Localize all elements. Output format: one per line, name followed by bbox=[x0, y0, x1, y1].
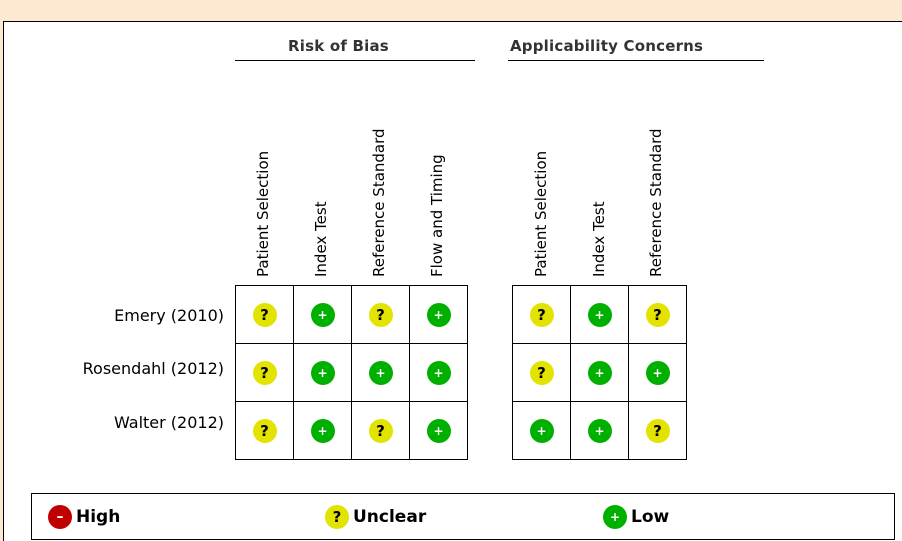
column-header-ac-index-test: Index Test bbox=[590, 201, 608, 277]
unclear-risk-icon: ? bbox=[646, 419, 670, 443]
column-header-ac-patient-selection: Patient Selection bbox=[532, 150, 550, 277]
rob-cell bbox=[294, 286, 352, 344]
rob-cell bbox=[352, 402, 410, 460]
legend-label-high: High bbox=[76, 507, 121, 527]
ac-cell bbox=[629, 344, 687, 402]
ac-row bbox=[513, 402, 687, 460]
ac-row bbox=[513, 286, 687, 344]
unclear-risk-icon: ? bbox=[369, 419, 393, 443]
risk-of-bias-summary bbox=[3, 21, 902, 541]
study-label-walter: Walter (2012) bbox=[113, 413, 224, 432]
study-label-emery: Emery (2010) bbox=[114, 306, 224, 325]
column-header-rob-reference-standard: Reference Standard bbox=[370, 128, 388, 277]
low-risk-icon: + bbox=[603, 505, 627, 529]
legend-item-low bbox=[603, 505, 669, 529]
low-risk-icon: + bbox=[427, 303, 451, 327]
study-label-rosendahl: Rosendahl (2012) bbox=[82, 359, 224, 378]
rob-cell bbox=[352, 286, 410, 344]
unclear-risk-icon: ? bbox=[253, 419, 277, 443]
legend-item-high bbox=[48, 505, 120, 529]
rob-cell bbox=[410, 402, 468, 460]
unclear-risk-icon: ? bbox=[530, 361, 554, 385]
rob-cell bbox=[236, 402, 294, 460]
ac-cell bbox=[571, 344, 629, 402]
ac-cell bbox=[629, 286, 687, 344]
unclear-risk-icon: ? bbox=[530, 303, 554, 327]
applicability-underline bbox=[508, 60, 764, 61]
low-risk-icon: + bbox=[588, 303, 612, 327]
ac-cell bbox=[513, 344, 571, 402]
low-risk-icon: + bbox=[311, 361, 335, 385]
risk-of-bias-grid bbox=[235, 285, 468, 460]
unclear-risk-icon: ? bbox=[325, 505, 349, 529]
rob-cell bbox=[236, 286, 294, 344]
low-risk-icon: + bbox=[369, 361, 393, 385]
column-header-ac-reference-standard: Reference Standard bbox=[647, 128, 665, 277]
rob-cell bbox=[236, 344, 294, 402]
unclear-risk-icon: ? bbox=[369, 303, 393, 327]
ac-cell bbox=[571, 402, 629, 460]
unclear-risk-icon: ? bbox=[253, 361, 277, 385]
low-risk-icon: + bbox=[588, 419, 612, 443]
rob-cell bbox=[410, 344, 468, 402]
low-risk-icon: + bbox=[427, 419, 451, 443]
low-risk-icon: + bbox=[311, 303, 335, 327]
column-header-rob-flow-and-timing: Flow and Timing bbox=[428, 154, 446, 277]
ac-cell bbox=[513, 286, 571, 344]
low-risk-icon: + bbox=[646, 361, 670, 385]
rob-cell bbox=[352, 344, 410, 402]
risk-of-bias-title: Risk of Bias bbox=[288, 37, 389, 55]
legend bbox=[31, 493, 895, 540]
high-risk-icon: – bbox=[48, 505, 72, 529]
applicability-title: Applicability Concerns bbox=[510, 37, 704, 55]
low-risk-icon: + bbox=[588, 361, 612, 385]
low-risk-icon: + bbox=[530, 419, 554, 443]
low-risk-icon: + bbox=[427, 361, 451, 385]
rob-cell bbox=[294, 402, 352, 460]
unclear-risk-icon: ? bbox=[253, 303, 277, 327]
rob-cell bbox=[410, 286, 468, 344]
legend-label-unclear: Unclear bbox=[353, 507, 427, 527]
rob-row bbox=[236, 402, 468, 460]
legend-item-unclear bbox=[325, 505, 426, 529]
ac-row bbox=[513, 344, 687, 402]
legend-label-low: Low bbox=[631, 507, 670, 527]
ac-cell bbox=[571, 286, 629, 344]
ac-cell bbox=[629, 402, 687, 460]
rob-cell bbox=[294, 344, 352, 402]
rob-row bbox=[236, 286, 468, 344]
column-header-rob-patient-selection: Patient Selection bbox=[254, 150, 272, 277]
low-risk-icon: + bbox=[311, 419, 335, 443]
column-header-rob-index-test: Index Test bbox=[312, 201, 330, 277]
rob-row bbox=[236, 344, 468, 402]
risk-of-bias-underline bbox=[235, 60, 475, 61]
applicability-grid bbox=[512, 285, 687, 460]
unclear-risk-icon: ? bbox=[646, 303, 670, 327]
ac-cell bbox=[513, 402, 571, 460]
